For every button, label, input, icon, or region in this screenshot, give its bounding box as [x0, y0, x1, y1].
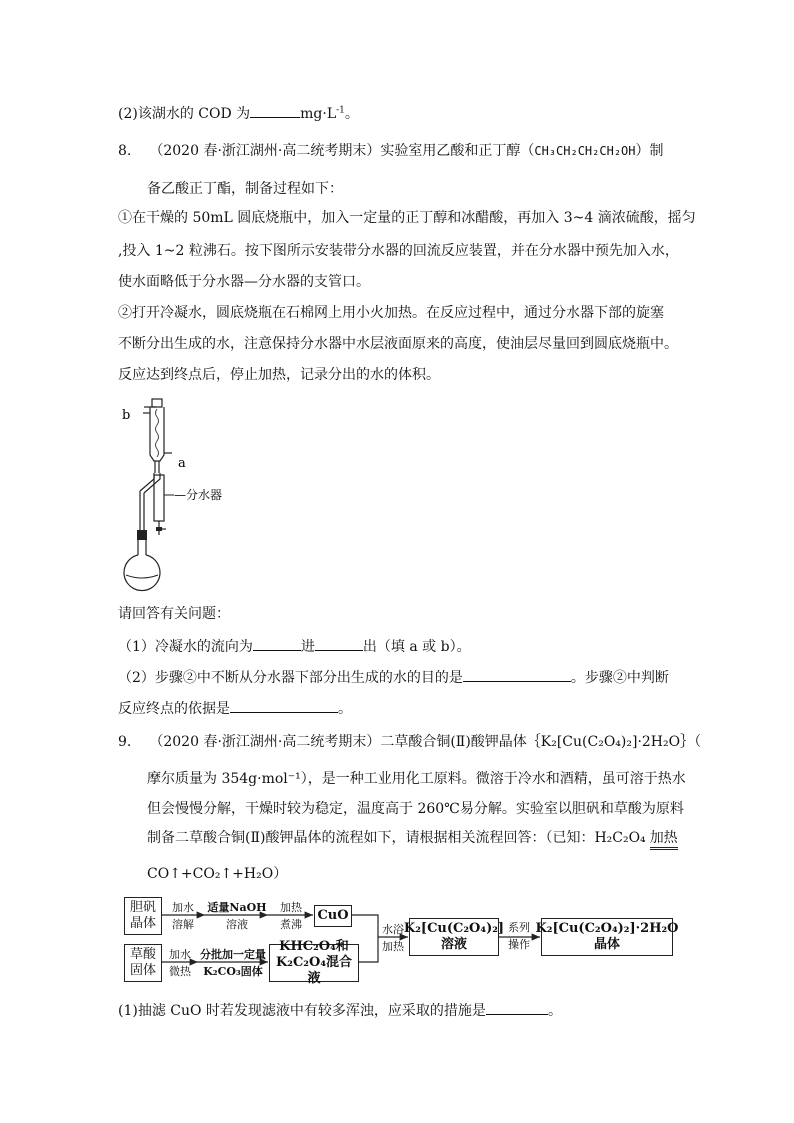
q8-q2-l2-suffix: 。 [338, 701, 352, 717]
label-a: a [178, 456, 186, 471]
heating-condition: 加热 [650, 827, 678, 850]
q8-source-text: （2020 春·浙江湖州·高二统考期末）实验室用乙酸和正丁醇（ [149, 143, 535, 159]
arrow5-label-top: 分批加一定量 [200, 948, 266, 961]
arrow4-label-top: 加水 [169, 948, 191, 961]
q9-q1-line [118, 1000, 562, 1020]
q8-line2: 备乙酸正丁酯，制备过程如下： [147, 181, 343, 197]
q9-text-line2: 摩尔质量为 354g·mol⁻¹），是一种工业用化工原料。微溶于冷水和酒精，虽可溶于热水 [147, 771, 686, 787]
q9-text-line5: CO↑+CO₂↑+H₂O） [147, 866, 288, 882]
box-danfan: 胆矾 晶体 [124, 897, 162, 935]
box-cuo: CuO [314, 905, 352, 927]
question-number: 8. [118, 143, 132, 159]
unit-superscript: -1 [336, 105, 345, 116]
q8-step1-line3: 使水面略低于分水器—分水器的支管口。 [118, 274, 370, 290]
unit-text: mg·L [300, 106, 337, 122]
q8-step2-line3: 反应达到终点后，停止加热，记录分出的水的体积。 [118, 367, 440, 383]
arrow6-label-bottom: 加热 [382, 940, 404, 953]
q9-q1-prefix: (1)抽滤 CuO 时若发现滤液中有较多浑浊，应采取的措施是 [118, 1003, 486, 1019]
q8-q1-prefix: （1）冷凝水的流向为 [118, 639, 253, 655]
answer-blank-filtration[interactable] [486, 1000, 548, 1015]
arrow3-label-top: 加热 [280, 901, 302, 914]
q7-part2-text: (2)该湖水的 COD 为 [118, 106, 251, 122]
arrow7-label-top: 系列 [508, 921, 530, 934]
q8-q1-in: 进 [300, 639, 315, 655]
q8-q2-prefix: （2）步骤②中不断从分水器下部分出生成的水的目的是 [118, 670, 463, 686]
q8-header-end: ）制 [635, 143, 664, 159]
q9-q1-suffix: 。 [547, 1003, 562, 1019]
arrow6-label-top: 水浴 [382, 923, 404, 936]
butanol-formula: CH₃CH₂CH₂CH₂OH [534, 144, 636, 158]
arrow4-label-bottom: 微热 [169, 965, 191, 978]
q8-prompt: 请回答有关问题： [118, 606, 230, 622]
label-b: b [122, 408, 131, 423]
arrow1-label-top: 加水 [172, 901, 194, 914]
q8-q2-l2-prefix: 反应终点的依据是 [118, 701, 230, 717]
question-number: 9. [118, 734, 132, 750]
box-mixture: KHC₂O₄和 K₂C₂O₄混合液 [269, 944, 359, 982]
box-product: K₂[Cu(C₂O₄)₂]·2H₂O 晶体 [541, 918, 673, 956]
arrow7-label-bottom: 操作 [508, 938, 530, 951]
q8-step2-line1: ②打开冷凝水，圆底烧瓶在石棉网上用小火加热。在反应过程中，通过分水器下部的旋塞 [118, 305, 664, 321]
label-separator: —分水器 [174, 488, 223, 502]
q9-text-line3: 但会慢慢分解，干燥时较为稳定，温度高于 260℃易分解。实验室以胆矾和草酸为原料 [147, 801, 684, 817]
q9-text-line4-prefix: 制备二草酸合铜(Ⅱ)酸钾晶体的流程如下，请根据相关流程回答：（已知：H₂C₂O₄ [147, 830, 646, 846]
box-solution: K₂[Cu(C₂O₄)₂] 溶液 [409, 918, 499, 956]
arrow5-label-bottom: K₂CO₃固体 [203, 965, 263, 978]
box-caosuan: 草酸 固体 [124, 944, 162, 982]
arrow3-label-bottom: 煮沸 [280, 918, 302, 931]
arrow2-label-bottom: 溶液 [226, 918, 248, 931]
q8-step2-line2: 不断分出生成的水，注意保持分水器中水层液面原来的高度，使油层尽量回到圆底烧瓶中。 [118, 336, 678, 352]
q8-q2-suffix: 。步骤②中判断 [570, 670, 669, 686]
q8-step1-line1: ①在干燥的 50mL 圆底烧瓶中，加入一定量的正丁醇和冰醋酸，再加入 3~4 滴浓硫酸，摇匀 [118, 210, 696, 226]
arrow1-label-bottom: 溶解 [172, 918, 194, 931]
arrow2-label-top: 适量NaOH [207, 901, 267, 914]
q8-step1-line2: ,投入 1~2 粒沸石。按下图所示安装带分水器的回流反应装置，并在分水器中预先加入水， [118, 243, 679, 259]
q8-q1-out: 出（填 a 或 b）。 [362, 639, 471, 655]
period: 。 [344, 106, 359, 122]
q9-text-line1: （2020 春·浙江湖州·高二统考期末）二草酸合铜(Ⅱ)酸钾晶体｛K₂[Cu(C₂O₄)₂]·2H₂O｝（ [149, 734, 702, 750]
